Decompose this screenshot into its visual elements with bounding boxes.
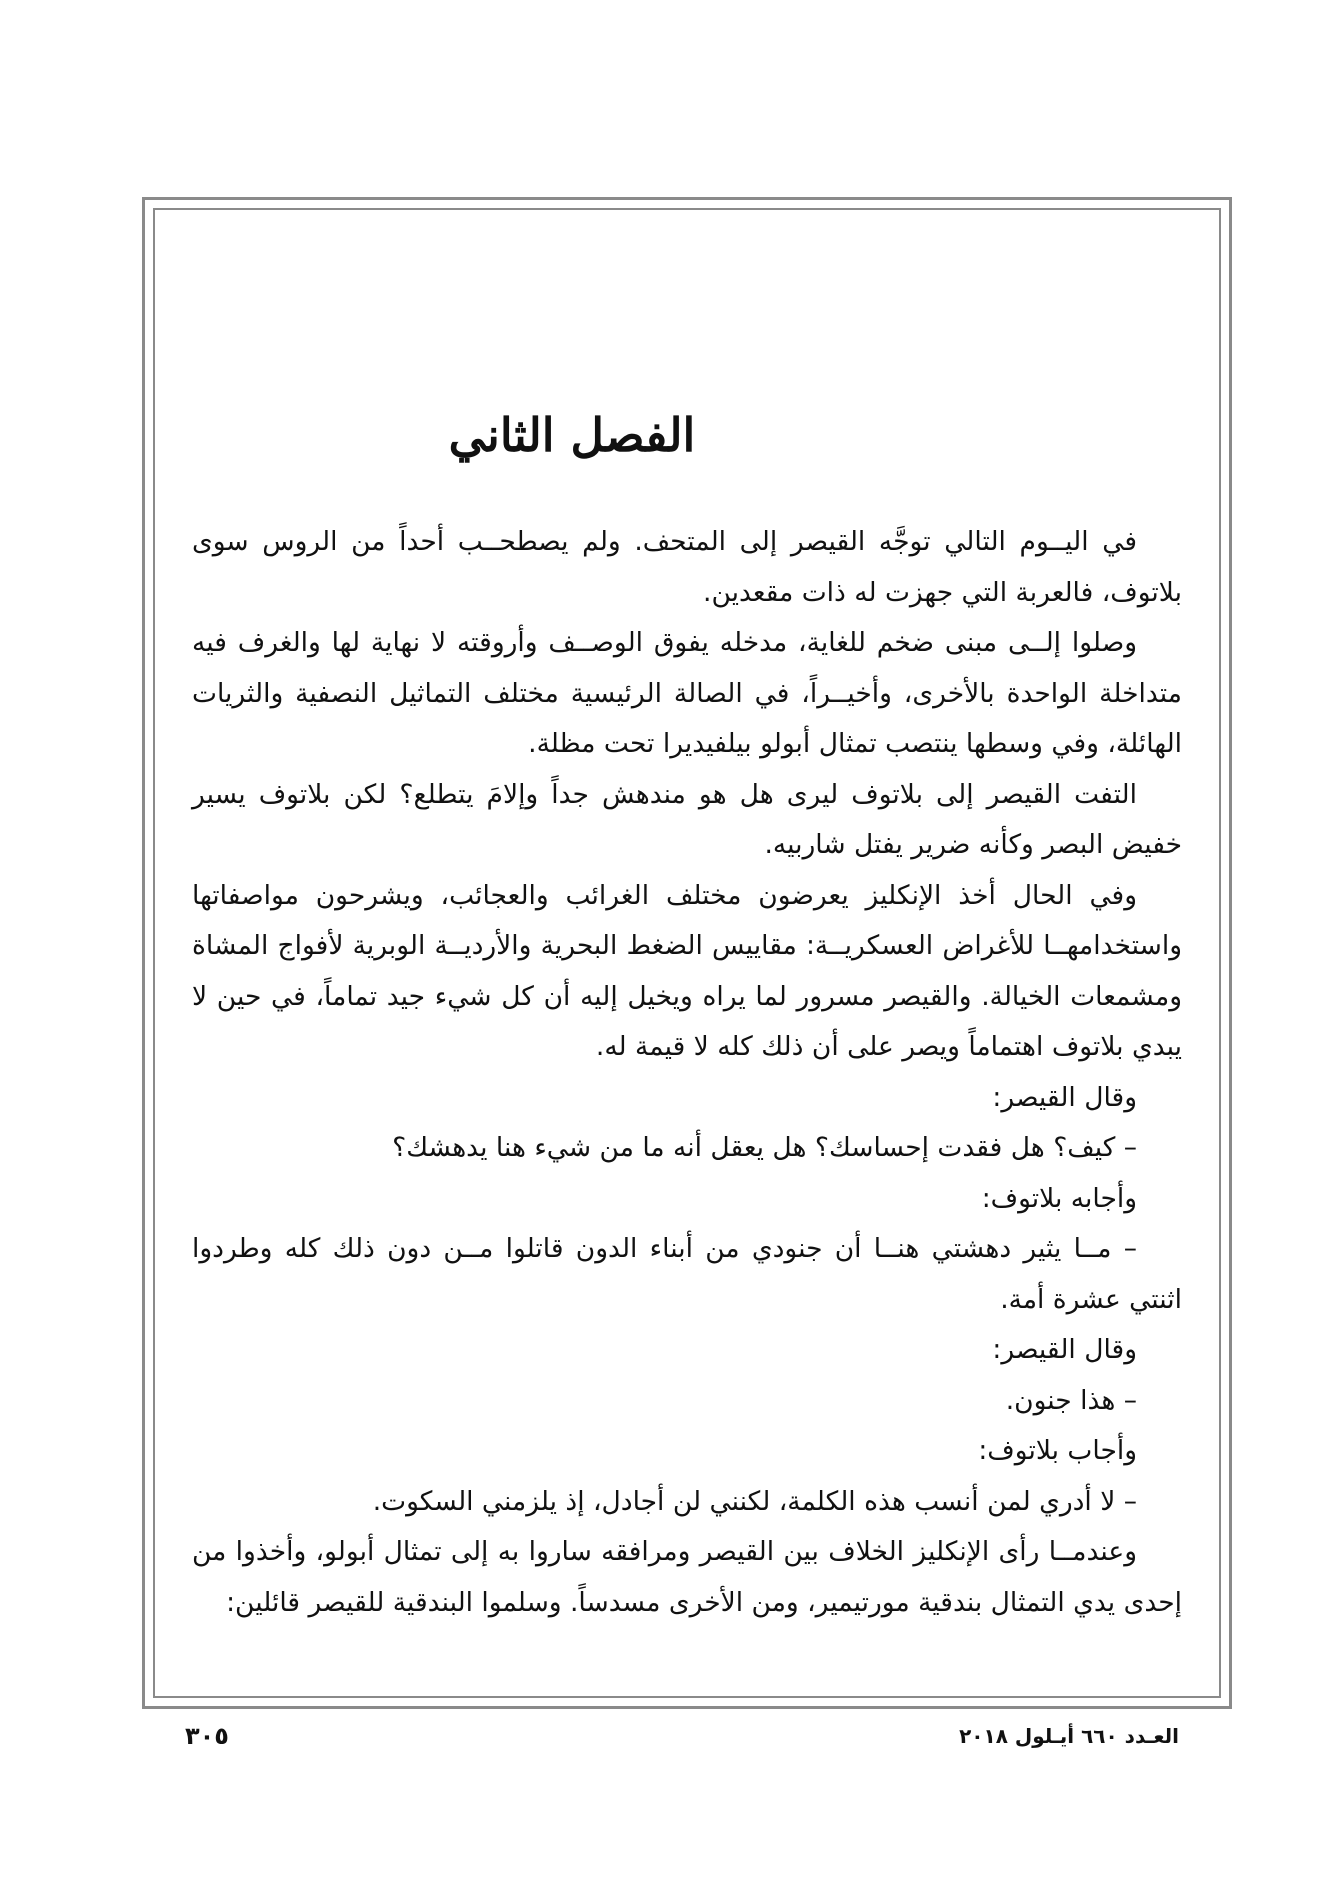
dialog-line: وقال القيصر: (992, 1334, 1137, 1365)
paragraph: وصلوا إلــى مبنى ضخم للغاية، مدخله يفوق الوصــف وأروقته لا نهاية لها والغرف فيه متداخلة الواحدة بالأخرى، وأخيــراً، في الصالة الرئيسية مختلف التماثيل النصفية والثريات الهائلة، وفي وسطها ينتصب تمثال أبولو بيلفيديرا تحت مظلة. (192, 627, 1182, 759)
dialog-line: وأجابه بلاتوف: (981, 1182, 1137, 1214)
page-content (192, 290, 1182, 1680)
dialog-line: وأجاب بلاتوف: (978, 1435, 1137, 1466)
dialog-line: – هذا جنون. (1005, 1384, 1137, 1416)
chapter-title: الفصل الثاني (448, 408, 696, 462)
paragraph: التفت القيصر إلى بلاتوف ليرى هل هو مندهش جداً وإلامَ يتطلع؟ لكن بلاتوف يسير خفيض البصر وكأنه ضرير يفتل شاربيه. (192, 778, 1182, 860)
paragraph: وفي الحال أخذ الإنكليز يعرضون مختلف الغرائب والعجائب، ويشرحون مواصفاتها واستخدامهــا للأغراض العسكريــة: مقاييس الضغط البحرية والأرديــة الوبرية لأفواج المشاة ومشمعات الخيالة. والقيصر مسرور لما يراه ويخيل إليه أن كل شيء جيد تماماً، في حين لا يبدي بلاتوف اهتماماً ويصر على أن ذلك كله لا قيمة له. (192, 879, 1182, 1062)
dialog-line: – كيف؟ هل فقدت إحساسك؟ هل يعقل أنه ما من شيء هنا يدهشك؟ (392, 1132, 1137, 1163)
paragraph: وعندمــا رأى الإنكليز الخلاف بين القيصر ومرافقه ساروا به إلى تمثال أبولو، وأخذوا من إحدى يدي التمثال بندقية مورتيمير، ومن الأخرى مسدساً. وسلموا البندقية للقيصر قائلين: (192, 1536, 1182, 1618)
chapter-body (192, 517, 1182, 1628)
paragraph: في اليــوم التالي توجَّه القيصر إلى المتحف. ولم يصطحــب أحداً من الروس سوى بلاتوف، فالعربة التي جهزت له ذات مقعدين. (192, 526, 1182, 608)
issue-info: العـدد ٦٦٠ أيـلول ٢٠١٨ (959, 1724, 1179, 1748)
page-number: ٣٠٥ (185, 1722, 229, 1750)
dialog-line: – مــا يثير دهشتي هنــا أن جنودي من أبناء الدون قاتلوا مــن دون ذلك كله وطردوا اثنتي عشرة أمة. (192, 1233, 1182, 1315)
page-footer (0, 1722, 1339, 1762)
dialog-line: وقال القيصر: (992, 1081, 1137, 1113)
dialog-line: – لا أدري لمن أنسب هذه الكلمة، لكنني لن أجادل، إذ يلزمني السكوت. (372, 1485, 1137, 1517)
